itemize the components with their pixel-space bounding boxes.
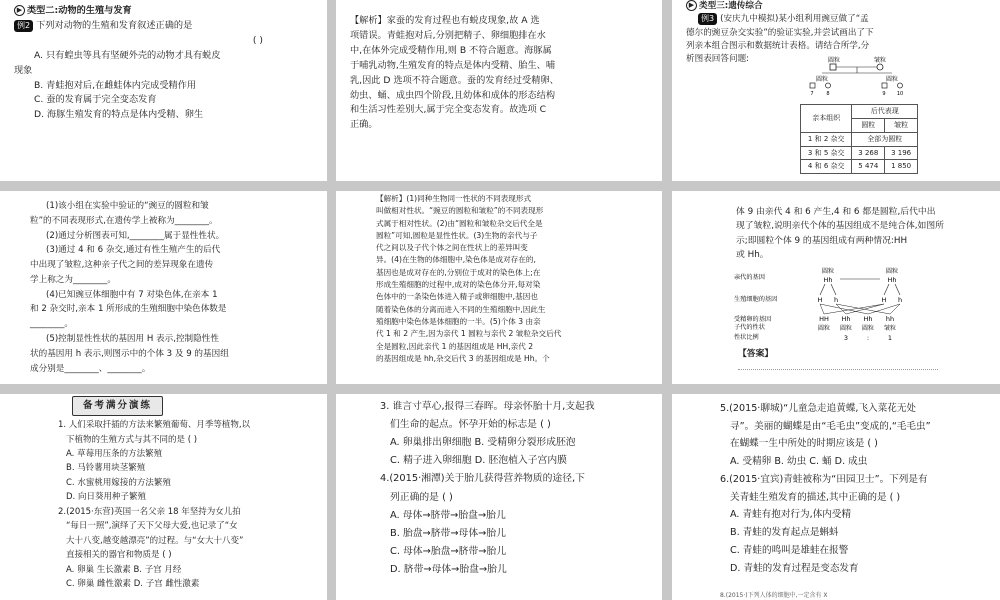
pedigree-node — [830, 64, 836, 70]
slide-thumbnail-5[interactable] — [336, 191, 662, 384]
question-line: 1. 人们采取扦插的方法来繁殖葡萄、月季等植物,以 — [58, 420, 251, 431]
parent-trait: 圆粒 — [821, 268, 835, 275]
pedigree-node — [826, 83, 831, 88]
analysis-line: 示;即圆粒个体 9 的基因组成有两种情况:HH — [736, 235, 908, 246]
analysis-line: 叫做相对性状。“豌豆的圆粒和皱粒”的不同表现形 — [376, 206, 544, 216]
pedigree-node — [810, 83, 815, 88]
table-row — [801, 160, 918, 174]
analysis-line: 正确。 — [350, 119, 378, 131]
play-triangle-icon: ▶ — [686, 0, 697, 11]
ratio-value: 1 — [887, 334, 893, 342]
gamete-gene: H — [817, 296, 823, 304]
question-line: 直接相关的器官和物质是 ( ) — [66, 550, 172, 561]
pedigree-num: 9 — [882, 91, 886, 97]
pedigree-g1-label: 皱粒 — [873, 57, 887, 64]
section-heading: ▶ 类型三:遗传综合 — [686, 0, 986, 13]
option-row: A. 受精卵 B. 幼虫 C. 蛹 D. 成虫 — [730, 456, 868, 468]
analysis-line: 式属于相对性状。(2)由“圆粒和皱粒杂交后代全是 — [376, 218, 543, 228]
question-line: (2)通过分析图表可知,________属于显性性状。 — [46, 230, 225, 241]
split-line — [884, 284, 889, 295]
option-a: A. 草莓用压条的方法繁殖 — [66, 449, 163, 460]
gamete-gene: h — [897, 296, 903, 304]
row-label: 受精卵的基因 — [734, 316, 772, 323]
analysis-line: 圆粒”可知,圆粒是显性性状。(3)生物的亲代与子 — [376, 230, 538, 240]
option-b: B. 胎盘→脐带→母体→胎儿 — [390, 527, 506, 539]
split-line — [831, 284, 836, 295]
slide-thumbnail-7[interactable] — [0, 394, 327, 600]
option-ab: A. 卵巢 生长激素 B. 子宫 月经 — [66, 564, 182, 575]
option-a: A. 只有蝗虫等具有坚硬外壳的动物才具有蜕皮 — [34, 49, 221, 61]
question-line: (1)该小组在实验中验证的“豌豆的圆粒和皱 — [46, 201, 209, 211]
practice-banner: 备考满分演练 — [72, 396, 313, 416]
option-c: C. 水蜜桃用嫁接的方法繁殖 — [66, 477, 171, 488]
option-c: C. 青蛙的鸣叫是雄蛙在报警 — [730, 544, 849, 556]
zygote-genes: Hh — [841, 315, 851, 323]
example-tag: 例3 — [698, 13, 717, 25]
question-line: 关青蛙生殖发育的描述,其中正确的是 ( ) — [730, 491, 901, 503]
zygote-genes: hh — [885, 315, 895, 323]
table-row — [801, 146, 918, 160]
question-line: 粒”的不同表现形式,在遗传学上被称为________。 — [30, 215, 218, 226]
offspring-trait: 皱粒 — [883, 325, 897, 332]
pedigree-g2-label: 圆粒 — [815, 76, 829, 83]
analysis-line: 代 1 和 2 产生,因为亲代 1 圆粒与亲代 2 皱粒杂交后代 — [376, 329, 562, 339]
analysis-line: 幼虫、蛹、成虫四个阶段,且幼体和成体的形态结构 — [350, 89, 556, 101]
parent-genes: Hh — [887, 276, 897, 284]
option-d: D. 脐带→母体→胎盘→胎儿 — [390, 563, 507, 575]
pedigree-g1-label: 圆粒 — [827, 57, 841, 64]
fertilization-line — [820, 304, 824, 314]
analysis-line: 全是圆粒,因此亲代 1 的基因组成是 HH,亲代 2 — [376, 341, 534, 351]
question-line: 学上称之为________。 — [30, 274, 116, 285]
analysis-line: 异。(4)在生物的体细胞中,染色体是成对存在的, — [376, 255, 536, 265]
pedigree-num: 10 — [896, 91, 904, 97]
ratio-colon: : — [866, 334, 870, 342]
zygote-genes: HH — [819, 315, 829, 323]
table-cell: 全部为圆粒 — [852, 132, 918, 146]
option-b: B. 青蛙的发育起点是蝌蚪 — [730, 527, 839, 539]
slide-thumbnail-2[interactable] — [336, 0, 662, 181]
slide-thumbnail-8[interactable] — [336, 394, 662, 600]
analysis-line: 体 9 由亲代 4 和 6 产生,4 和 6 都是圆粒,后代中出 — [736, 207, 936, 217]
slide-thumbnail-9[interactable] — [672, 394, 1000, 600]
question-line: “每日一照”,演绎了天下父母大爱,也记录了“女 — [66, 521, 238, 532]
option-a: A. 母体→脐带→胎盘→胎儿 — [390, 509, 506, 521]
answer-rule — [738, 369, 938, 370]
analysis-line: 基因也是成对存在的,分别位于成对的染色体上;在 — [376, 267, 541, 277]
analysis-line: 代之间以及子代个体之间在性状上的差异叫变 — [376, 243, 528, 253]
row-label: 生殖细胞的基因 — [734, 296, 778, 303]
question-line: (4)已知豌豆体细胞中有 7 对染色体,在亲本 1 — [46, 289, 218, 300]
fertilization-line — [846, 304, 884, 314]
question-line: 2.(2015·东营)英国一名父亲 18 年坚持为女儿拍 — [58, 506, 241, 517]
option-a: A. 青蛙有抱对行为,体内受精 — [730, 509, 852, 521]
analysis-line: 【解析】家蚕的发育过程也有蜕皮现象,故 A 选 — [350, 15, 540, 26]
slide-thumbnail-6[interactable] — [672, 191, 1000, 384]
pedigree-node — [898, 83, 903, 88]
question-line: 中出现了皱粒,这种亲子代之间的差异现象在遗传 — [30, 260, 214, 271]
example-tag: 例2 — [14, 20, 33, 32]
results-table — [800, 104, 918, 174]
option-c: C. 母体→胎盘→脐带→胎儿 — [390, 545, 507, 557]
analysis-line: 现了皱粒,说明亲代个体的基因组成不是纯合体,如图所 — [736, 221, 944, 232]
slide-thumbnail-1[interactable] — [0, 0, 327, 181]
option-b: B. 马铃薯用块茎繁殖 — [66, 463, 146, 474]
table-cell: 3 268 — [852, 146, 885, 160]
ratio-value: 3 — [843, 334, 849, 342]
answer-label: 【答案】 — [738, 349, 774, 359]
question-line: (5)控制显性性状的基因用 H 表示,控制隐性性 — [46, 334, 219, 345]
question-line: 析图表回答问题: — [686, 54, 750, 65]
option-d: D. 青蛙的发育过程是变态发育 — [730, 562, 859, 574]
offspring-trait: 圆粒 — [861, 325, 875, 332]
table-cell: 4 和 6 杂交 — [801, 160, 852, 174]
table-header-round: 圆粒 — [852, 118, 885, 132]
pedigree-node — [877, 64, 883, 70]
question-line: 德尔的豌豆杂交实验”的验证实验,并尝试画出了下 — [686, 27, 874, 38]
fertilization-line — [824, 304, 884, 314]
question-line: 成分别是________、________。 — [30, 363, 151, 374]
table-header-offspring: 后代表现 — [852, 105, 918, 119]
slide-thumbnail-partial[interactable] — [672, 592, 1000, 600]
pedigree-node — [882, 83, 887, 88]
question-line: 列亲本组合图示和数据统计表格。请结合所学,分 — [686, 40, 870, 51]
row-label: 性状比例 — [734, 334, 759, 341]
table-cell: 3 196 — [885, 146, 918, 160]
pedigree-num: 7 — [810, 91, 814, 97]
option-d: D. 向日葵用种子繁殖 — [66, 492, 146, 503]
answer-blank: ( ) — [252, 34, 263, 46]
gamete-gene: h — [833, 296, 839, 304]
question-line: 例3 (安庆九中模拟)某小组利用豌豆做了“孟 — [686, 13, 986, 26]
offspring-trait: 圆粒 — [839, 325, 853, 332]
analysis-line: 和生活习性差别大,属于完全变态发育。故选项 C — [350, 104, 547, 116]
section-heading: ▶ 类型二:动物的生殖与发育 — [14, 4, 313, 19]
question-line: 4.(2015·湘潭)关于胎儿获得营养物质的途径,下 — [380, 473, 585, 485]
table-header-wrinkled: 皱粒 — [885, 118, 918, 132]
table-cell: 1 850 — [885, 160, 918, 174]
question-line: 状的基因用 h 表示,则图示中的个体 3 及 9 的基因组 — [30, 348, 229, 359]
table-header-parent: 亲本组织 — [801, 105, 852, 133]
option-a-cont: 现象 — [14, 64, 33, 76]
table-cell: 5 474 — [852, 160, 885, 174]
question-line: 寻”。美丽的蝴蝶是由“毛毛虫”变成的,“毛毛虫” — [730, 420, 931, 432]
question-line: 下植物的生殖方式与其不同的是 ( ) — [66, 434, 198, 445]
offspring-trait: 圆粒 — [817, 325, 831, 332]
row-label: 子代的性状 — [734, 324, 765, 331]
genetic-cross-diagram — [732, 267, 942, 347]
question-line: 列正确的是 ( ) — [390, 491, 453, 503]
analysis-line: 乳,因此 D 选项不符合题意。蚕的发育经过受精卵、 — [350, 74, 559, 86]
table-cell: 3 和 5 杂交 — [801, 146, 852, 160]
cut-off-line: 8.(2015·)下列人体的细胞中,一定含有 X — [720, 592, 828, 599]
analysis-line: 中,在体外完成受精作用,则 B 不符合题意。海豚属 — [350, 44, 552, 56]
option-ab: A. 卵巢排出卵细胞 B. 受精卵分裂形成胚泡 — [390, 437, 576, 449]
table-row — [801, 132, 918, 146]
option-cd: C. 卵巢 雌性激素 D. 子宫 雌性激素 — [66, 578, 200, 589]
question-line: 大十八变,越变越漂亮”的过程。与“女大十八变” — [66, 535, 244, 546]
row-label: 亲代的基因 — [734, 274, 765, 281]
analysis-line: 随着染色体的分离而进入不同的生殖细胞中,因此生 — [376, 304, 546, 314]
question-line: 5.(2015·聊城)“儿童急走追黄蝶,飞入菜花无处 — [720, 403, 917, 414]
parent-trait: 圆粒 — [885, 268, 899, 275]
question-line: 在蝴蝶一生中所处的时期应该是 ( ) — [730, 438, 878, 450]
zygote-genes: Hh — [863, 315, 873, 323]
play-triangle-icon: ▶ — [14, 5, 25, 16]
analysis-line: 色体中的一条染色体进入精子或卵细胞中,基因也 — [376, 292, 538, 302]
parent-genes: Hh — [823, 276, 833, 284]
analysis-line: 于哺乳动物,生殖发育的特点是体内受精、胎生、哺 — [350, 59, 556, 71]
question-line: ________。 — [30, 319, 73, 330]
analysis-line: 项错误。青蛙抱对后,分别把精子、卵细胞排在水 — [350, 29, 546, 41]
table-cell: 1 和 2 杂交 — [801, 132, 852, 146]
pedigree-num: 8 — [826, 91, 830, 97]
analysis-line: 的基因组成是 hh,杂交后代 3 的基因组成是 Hh。个 — [376, 353, 550, 363]
analysis-line: 形成生殖细胞的过程中,成对的染色体分开,每对染 — [376, 280, 541, 290]
option-b: B. 青蛙抱对后,在雌蛙体内完成受精作用 — [34, 79, 197, 91]
question-line: 3. 谁言寸草心,报得三春晖。母亲怀胎十月,支起我 — [380, 401, 595, 412]
slide-thumbnail-3[interactable] — [672, 0, 1000, 181]
option-cd: C. 精子进入卵细胞 D. 胚泡植入子宫内膜 — [390, 455, 567, 467]
question-line: 6.(2015·宜宾)青蛙被称为“田园卫士”。下列是有 — [720, 473, 928, 485]
analysis-line: 【解析】(1)同种生物同一性状的不同表现形式 — [376, 194, 532, 203]
question-line: (3)通过 4 和 6 杂交,通过有性生殖产生的后代 — [46, 245, 221, 256]
analysis-line: 殖细胞中染色体是体细胞的一半。(5)个体 3 由亲 — [376, 316, 541, 326]
pedigree-diagram — [802, 54, 912, 98]
analysis-line: 或 Hh。 — [736, 249, 769, 260]
question-line: 和 2 杂交时,亲本 1 所形成的生殖细胞中染色体数是 — [30, 304, 227, 315]
split-line — [820, 284, 825, 295]
gamete-gene: H — [881, 296, 887, 304]
split-line — [895, 284, 900, 295]
pedigree-g2-label: 圆粒 — [885, 76, 899, 83]
question-line: 们生命的起点。怀孕开始的标志是 ( ) — [390, 419, 551, 431]
question-line: 例2 下列对动物的生殖和发育叙述正确的是 — [14, 19, 313, 34]
option-c: C. 蚕的发育属于完全变态发育 — [34, 94, 157, 106]
slide-thumbnail-4[interactable] — [0, 191, 327, 384]
option-d: D. 海豚生殖发育的特点是体内受精、卵生 — [34, 109, 204, 121]
